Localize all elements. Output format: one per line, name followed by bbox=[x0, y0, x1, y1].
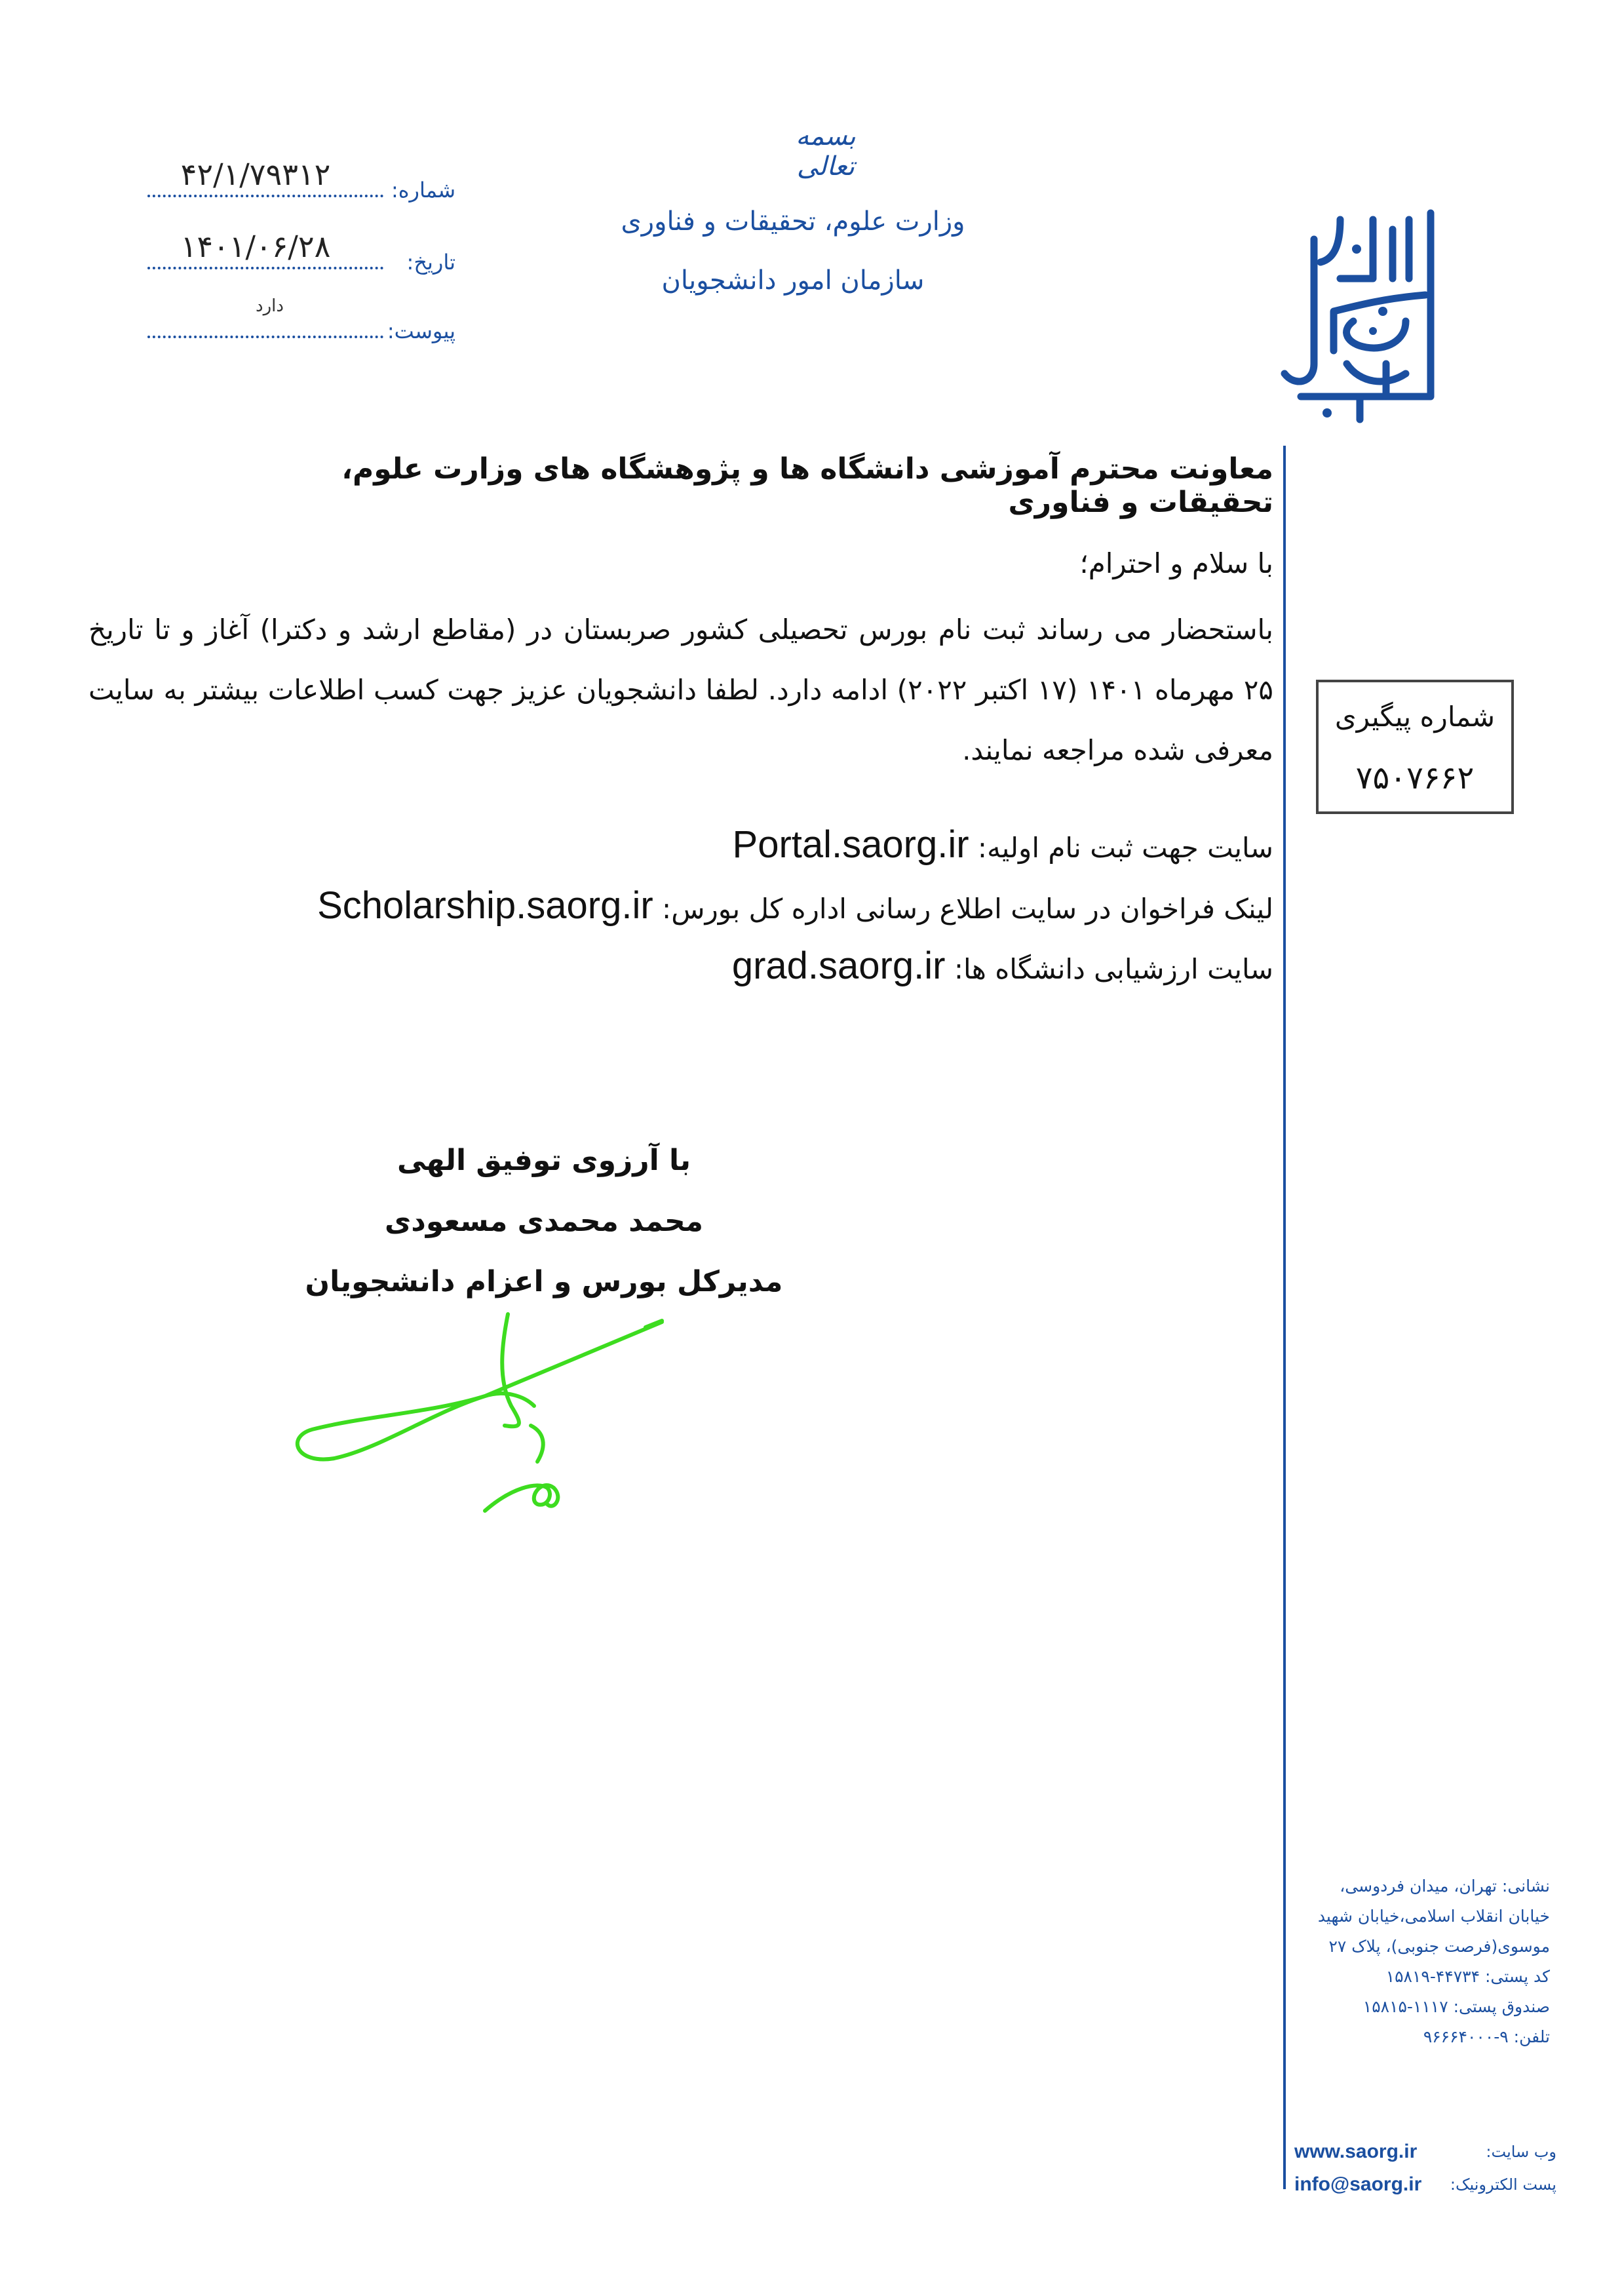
handwritten-signature bbox=[288, 1308, 682, 1537]
evaluation-site-link[interactable]: grad.saorg.ir bbox=[731, 944, 946, 987]
address-line: خیابان انقلاب اسلامی،خیابان شهید bbox=[1317, 1907, 1550, 1926]
letter-recipient: معاونت محترم آموزشی دانشگاه ها و پژوهشگاه های وزارت علوم، تحقیقات و فناوری bbox=[341, 452, 1273, 519]
dotted-line bbox=[147, 336, 383, 338]
registration-site-link[interactable]: Portal.saorg.ir bbox=[732, 823, 969, 866]
registration-site-label: سایت جهت ثبت نام اولیه: bbox=[977, 832, 1273, 864]
evaluation-site-line bbox=[159, 944, 1273, 988]
email-link[interactable]: info@saorg.ir bbox=[1294, 2173, 1422, 2195]
margin-divider bbox=[1283, 446, 1286, 2189]
tracking-number-label: شماره پیگیری bbox=[1334, 701, 1496, 733]
footer-address bbox=[1294, 1871, 1550, 2052]
organization-name: سازمان امور دانشجویان bbox=[661, 265, 925, 296]
letter-number-field bbox=[147, 157, 455, 206]
organization-logo bbox=[1275, 200, 1478, 429]
website-link[interactable]: www.saorg.ir bbox=[1294, 2141, 1418, 2162]
bismillah-heading: بسمه تعالی bbox=[796, 121, 856, 182]
attachment-label: پیوست: bbox=[387, 319, 455, 343]
letter-date-value: ۱۴۰۱/۰۶/۲۸ bbox=[180, 229, 331, 264]
dotted-line bbox=[147, 195, 383, 197]
address-line: نشانی: تهران، میدان فردوسی، bbox=[1340, 1877, 1550, 1896]
email-label: پست الکترونیک: bbox=[1450, 2175, 1556, 2194]
evaluation-site-label: سایت ارزشیابی دانشگاه ها: bbox=[954, 953, 1273, 985]
scholarship-site-label: لینک فراخوان در سایت اطلاع رسانی اداره کل بورس: bbox=[662, 893, 1273, 925]
postal-code-line: کد پستی: ۴۴۷۳۴-۱۵۸۱۹ bbox=[1385, 1967, 1550, 1986]
dotted-line bbox=[147, 267, 383, 269]
po-box-line: صندوق پستی: ۱۱۱۷-۱۵۸۱۵ bbox=[1362, 1997, 1550, 2016]
tracking-number-box bbox=[1316, 680, 1514, 814]
letter-number-label: شماره: bbox=[391, 178, 455, 203]
scholarship-site-line bbox=[159, 884, 1273, 927]
tracking-number-value: ۷۵۰۷۶۶۲ bbox=[1355, 760, 1475, 796]
website-row bbox=[1294, 2135, 1556, 2168]
email-row bbox=[1294, 2168, 1556, 2201]
attachment-note: دارد bbox=[256, 296, 284, 316]
attachment-field bbox=[147, 302, 455, 347]
signatory-title: مدیرکل بورس و اعزام دانشجویان bbox=[305, 1265, 783, 1298]
signature-closing: با آرزوی توفیق الهی bbox=[396, 1144, 691, 1177]
letter-number-value: ۴۲/۱/۷۹۳۱۲ bbox=[180, 157, 331, 192]
footer-contact bbox=[1294, 2135, 1556, 2201]
phone-line: تلفن: ۹-۹۶۶۶۴۰۰۰ bbox=[1423, 2027, 1550, 2046]
letter-date-field bbox=[147, 229, 455, 279]
letter-paragraph: باستحضار می رساند ثبت نام بورس تحصیلی کشور صربستان در (مقاطع ارشد و دکترا) آغاز و تا تاریخ ۲۵ مهرماه ۱۴۰۱ (۱۷ اکتبر ۲۰۲۲) ادامه دارد. لطفا دانشجویان عزیز جهت کسب اطلاعات بیشتر به سایت معرفی شده مراجعه نمایند. bbox=[88, 613, 1273, 766]
signatory-name: محمد محمدی مسعودی bbox=[384, 1205, 704, 1238]
address-line: موسوی(فرصت جنوبی)، پلاک ۲۷ bbox=[1328, 1937, 1550, 1956]
letter-date-label: تاریخ: bbox=[406, 250, 455, 275]
website-label: وب سایت: bbox=[1486, 2143, 1556, 2161]
ministry-name: وزارت علوم، تحقیقات و فناوری bbox=[621, 206, 965, 237]
letter-greeting: با سلام و احترام؛ bbox=[1079, 547, 1273, 579]
registration-site-line bbox=[159, 823, 1273, 866]
scholarship-site-link[interactable]: Scholarship.saorg.ir bbox=[317, 884, 653, 927]
